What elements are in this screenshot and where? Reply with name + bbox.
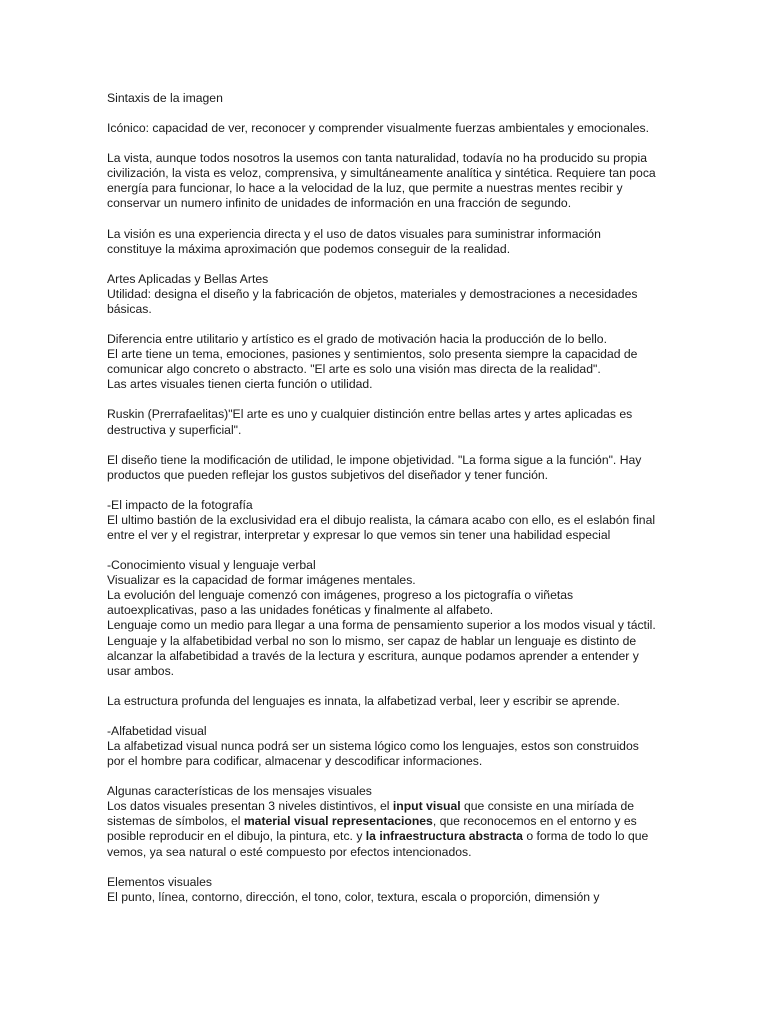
- datos-bold-infraestructura: la infraestructura abstracta: [365, 829, 523, 844]
- section-heading-impacto: -El impacto de la fotografía: [107, 497, 253, 512]
- section-artes: [107, 272, 659, 317]
- paragraph-diseno: El diseño tiene la modificación de utilidad, le impone objetividad. "La forma sigue a la función". Hay productos que pueden reflejar los gustos subjetivos del diseñador y tener función.: [107, 452, 642, 482]
- paragraph-artes-visuales: Las artes visuales tienen cierta función o utilidad.: [107, 377, 373, 392]
- section-elementos: [107, 875, 659, 905]
- section-alfabetidad: [107, 724, 659, 769]
- paragraph-vista: La vista, aunque todos nosotros la usemos con tanta naturalidad, todavía no ha producido su propia civilización, la vista es veloz, comprensiva, y simultáneamente analítica y sintética. Requiere tan poca energía para funcionar, lo hace a la velocidad de la luz, que permite a nuestras mentes recibir y conservar un numero infinito de unidades de información en una fracción de segundo.: [107, 151, 656, 211]
- paragraph-diferencia: Diferencia entre utilitario y artístico es el grado de motivación hacia la producción de lo bello.: [107, 332, 607, 347]
- paragraph-impacto: El ultimo bastión de la exclusividad era el dibujo realista, la cámara acabo con ello, es el eslabón final entre el ver y el registrar, interpretar y expresar lo que vemos sin tener una habilidad especial: [107, 512, 656, 542]
- section-heading-elementos: Elementos visuales: [107, 874, 212, 889]
- section-caracteristicas: [107, 784, 659, 859]
- paragraph-lenguaje-alfabetibidad: Lenguaje y la alfabetibidad verbal no son lo mismo, ser capaz de hablar un lenguaje es distinto de alcanzar la alfabetibidad a través de la lectura y escritura, aunque podamos aprender a entender y usar ambos.: [107, 633, 639, 678]
- section-impacto: [107, 498, 659, 543]
- datos-text-4: o forma de todo lo que vemos, ya sea natural o esté compuesto por efectos intencionados.: [107, 829, 649, 859]
- paragraph-evolucion: La evolución del lenguaje comenzó con imágenes, progreso a los pictografía o viñetas autoexplicativas, paso a las unidades fonéticas y finalmente al alfabeto.: [107, 588, 574, 618]
- paragraph-alfabetidad: La alfabetizad visual nunca podrá ser un sistema lógico como los lenguajes, estos son construidos por el hombre para codificar, almacenar y descodificar informaciones.: [107, 739, 639, 769]
- document-title: Sintaxis de la imagen: [107, 91, 223, 105]
- datos-text-3: , que reconocemos en el entorno y es posible reproducir en el dibujo, la pintura, etc. y: [107, 814, 637, 844]
- datos-text-1: Los datos visuales presentan 3 niveles distintivos, el: [107, 799, 393, 814]
- section-heading-alfabetidad: -Alfabetidad visual: [107, 723, 207, 738]
- paragraph-datos-visuales: [107, 799, 659, 859]
- paragraph-visualizar: Visualizar es la capacidad de formar imágenes mentales.: [107, 573, 416, 588]
- section-diferencia: [107, 332, 659, 392]
- paragraph-vision: La visión es una experiencia directa y el uso de datos visuales para suministrar información constituye la máxima aproximación que podemos conseguir de la realidad.: [107, 226, 601, 256]
- section-heading-artes: Artes Aplicadas y Bellas Artes: [107, 271, 269, 286]
- document-page: [107, 91, 659, 920]
- section-heading-caracteristicas: Algunas características de los mensajes visuales: [107, 784, 372, 799]
- paragraph-arte-tema: El arte tiene un tema, emociones, pasiones y sentimientos, solo presenta siempre la capacidad de comunicar algo concreto o abstracto. "El arte es solo una visión mas directa de la realidad".: [107, 347, 638, 377]
- paragraph-estructura: La estructura profunda del lenguajes es innata, la alfabetizad verbal, leer y escribir se aprende.: [107, 693, 620, 708]
- datos-bold-material-visual: material visual representaciones: [243, 814, 433, 829]
- paragraph-utilidad: Utilidad: designa el diseño y la fabricación de objetos, materiales y demostraciones a necesidades básicas.: [107, 286, 638, 316]
- datos-bold-input-visual: input visual: [392, 799, 461, 814]
- section-conocimiento: [107, 558, 659, 679]
- paragraph-lenguaje-medio: Lenguaje como un medio para llegar a una forma de pensamiento superior a los modos visual y táctil.: [107, 618, 656, 633]
- paragraph-iconico: Icónico: capacidad de ver, reconocer y comprender visualmente fuerzas ambientales y emocionales.: [107, 121, 649, 136]
- datos-text-2: que consiste en una miríada de sistemas de símbolos, el: [107, 799, 635, 829]
- paragraph-ruskin: Ruskin (Prerrafaelitas)"El arte es uno y cualquier distinción entre bellas artes y artes aplicadas es destructiva y superficial".: [107, 407, 633, 437]
- section-heading-conocimiento: -Conocimiento visual y lenguaje verbal: [107, 558, 316, 573]
- paragraph-elementos: El punto, línea, contorno, dirección, el tono, color, textura, escala o proporción, dimensión y: [107, 889, 600, 904]
